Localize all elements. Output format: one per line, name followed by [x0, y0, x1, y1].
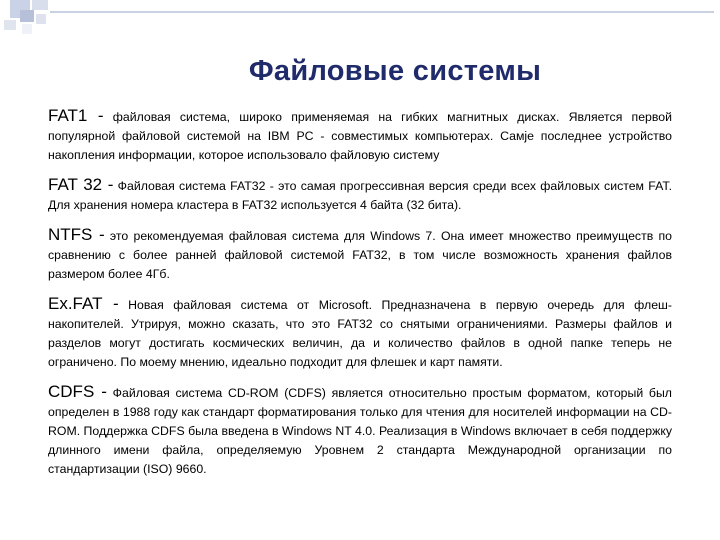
- entry-ntfs: [48, 225, 672, 284]
- entry-fat32: [48, 175, 672, 215]
- decor-square: [36, 14, 46, 24]
- entry-text: файловая система, широко применяемая на гибких магнитных дисках. Является первой популярной файловой системой на IBM PC - совместимых компьютерах. Самje последнее устройство накопления информации, которое использовало файловую систему: [48, 110, 672, 162]
- entry-term: FAT1 -: [48, 106, 104, 125]
- entry-text: Новая файловая система от Microsoft. Предназначена в первую очередь для флеш-накопителей. Утрируя, можно сказать, что это FAT32 со снятыми ограничениями. Размеры файлов и разделов могут достигать космических величин, да и количество файлов в одной папке теперь не ограничено. По моему мнению, идеально подходит для флешек и карт памяти.: [48, 298, 673, 369]
- entry-exfat: [48, 294, 672, 372]
- slide-title: Файловые системы: [248, 55, 542, 87]
- entry-term: NTFS -: [48, 225, 105, 244]
- top-divider-line: [50, 11, 714, 13]
- entry-fat1: [48, 106, 672, 165]
- decor-square: [22, 24, 32, 34]
- entry-cdfs: [48, 382, 672, 479]
- entry-text: это рекомендуемая файловая система для Windows 7. Она имеет множество преимуществ по сравнению с более ранней файловой системой FAT32, в том числе возможность хранения файлов размером более 4Гб.: [48, 229, 672, 281]
- entry-text: Файловая система FAT32 - это самая прогрессивная версия среди всех файловых систем FAT. Для хранения номера кластера в FAT32 используется 4 байта (32 бита).: [48, 179, 672, 212]
- decor-square: [20, 10, 34, 22]
- entry-text: Файловая система CD-ROM (CDFS) является относительно простым форматом, который был определен в 1988 году как стандарт форматирования только для чтения для носителей информации на CD-ROM. Поддержка CDFS была введена в Windows NT 4.0. Реализация в Windows включает в себя поддержку длинного имени файла, определяемую Уровнем 2 стандарта Международной организации по стандартизации (ISO) 9660.: [48, 386, 672, 476]
- entry-term: FAT 32 -: [48, 175, 114, 194]
- decor-square: [32, 0, 48, 10]
- decor-square: [4, 20, 16, 30]
- slide-body: [48, 106, 672, 489]
- entry-term: CDFS -: [48, 382, 107, 401]
- entry-term: Ex.FAT -: [48, 294, 119, 313]
